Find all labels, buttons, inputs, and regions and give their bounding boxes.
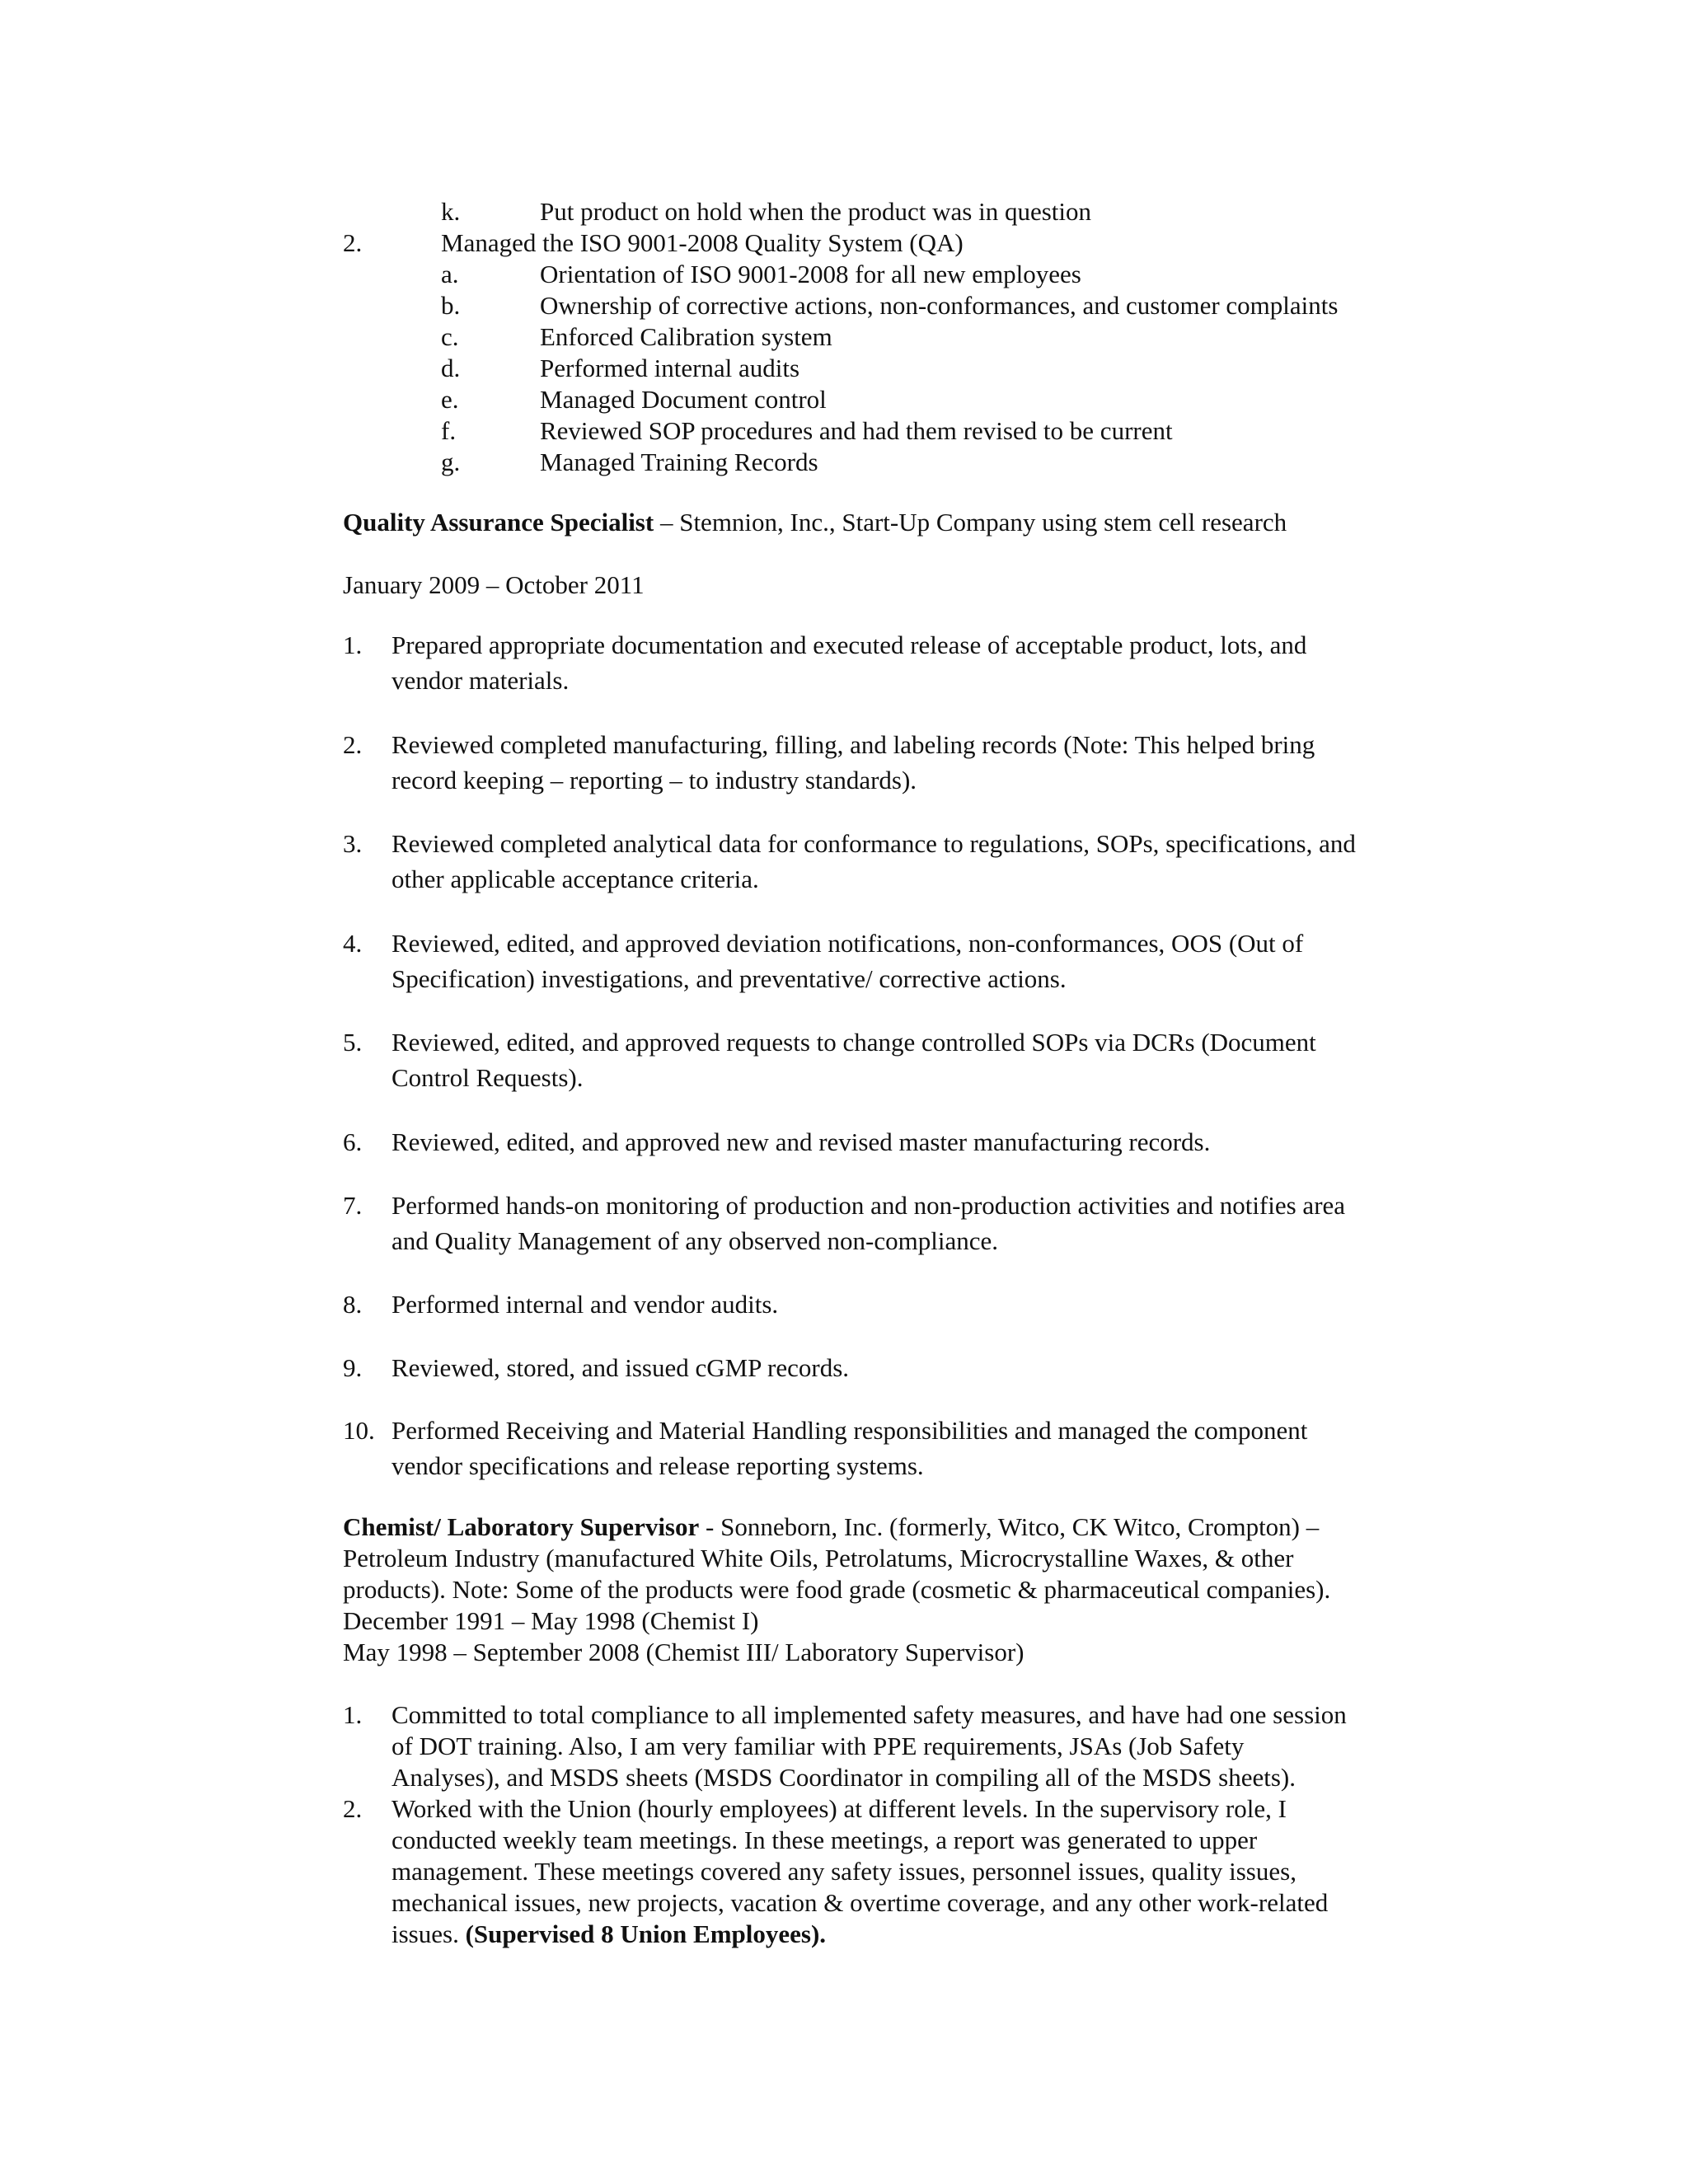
list-item-text: vendor materials. — [392, 666, 570, 695]
list-item-text: Worked with the Union (hourly employees) at different levels. In the supervisory role, I — [392, 1794, 1287, 1823]
supervised-employees-note: (Supervised 8 Union Employees). — [465, 1919, 827, 1948]
list-item-text: Orientation of ISO 9001-2008 for all new employees — [540, 260, 1081, 288]
list-item-text: Put product on hold when the product was in question — [540, 197, 1091, 226]
list-marker: 4. — [343, 929, 363, 958]
job-heading — [343, 507, 1287, 538]
list-item-text: and Quality Management of any observed non-compliance. — [392, 1226, 999, 1255]
list-marker: 8. — [343, 1290, 363, 1319]
job-title: Chemist/ Laboratory Supervisor — [343, 1512, 700, 1541]
list-item-text: Managed Document control — [540, 385, 827, 414]
job-title: Quality Assurance Specialist — [343, 508, 654, 537]
list-item-text: Managed the ISO 9001-2008 Quality System (QA) — [441, 228, 964, 257]
list-item-text: Managed Training Records — [540, 448, 818, 476]
list-marker: 2. — [343, 228, 363, 257]
list-item-text: mechanical issues, new projects, vacation & overtime coverage, and any other work-related — [392, 1888, 1329, 1917]
list-item-text: Ownership of corrective actions, non-conformances, and customer complaints — [540, 291, 1339, 320]
job-dates: January 2009 – October 2011 — [343, 570, 645, 599]
list-item-text: Performed internal audits — [540, 354, 800, 382]
list-item-text: Prepared appropriate documentation and executed release of acceptable product, lots, and — [392, 630, 1307, 659]
list-item-text: of DOT training. Also, I am very familiar with PPE requirements, JSAs (Job Safety — [392, 1732, 1245, 1760]
job-company: – Stemnion, Inc., Start-Up Company using stem cell research — [654, 508, 1287, 537]
list-item-text: Reviewed SOP procedures and had them revised to be current — [540, 416, 1173, 445]
job-description-line: Petroleum Industry (manufactured White Oils, Petrolatums, Microcrystalline Waxes, & other — [343, 1544, 1294, 1572]
list-item-text: Control Requests). — [392, 1063, 584, 1092]
list-item-text: Specification) investigations, and preventative/ corrective actions. — [392, 964, 1067, 993]
list-item-text: Reviewed, edited, and approved requests to change controlled SOPs via DCRs (Document — [392, 1028, 1316, 1057]
job-dates: December 1991 – May 1998 (Chemist I) — [343, 1606, 759, 1635]
list-marker: 2. — [343, 730, 363, 759]
list-item-text: Reviewed completed analytical data for conformance to regulations, SOPs, specifications, and — [392, 829, 1356, 858]
list-item-text: Reviewed, stored, and issued cGMP records. — [392, 1353, 850, 1382]
job-company: - Sonneborn, Inc. (formerly, Witco, CK Witco, Crompton) – — [699, 1512, 1320, 1541]
list-marker: 3. — [343, 829, 363, 858]
list-marker: 9. — [343, 1353, 363, 1382]
list-item-text: Reviewed, edited, and approved deviation notifications, non-conformances, OOS (Out of — [392, 929, 1304, 958]
list-marker: a. — [441, 260, 459, 288]
list-item-text: Committed to total compliance to all implemented safety measures, and have had one session — [392, 1700, 1347, 1729]
list-marker: d. — [441, 354, 461, 382]
list-marker: 10. — [343, 1416, 375, 1445]
list-item-text: Performed Receiving and Material Handling responsibilities and managed the component — [392, 1416, 1308, 1445]
list-marker: f. — [441, 416, 457, 445]
list-item-text: vendor specifications and release reporting systems. — [392, 1451, 924, 1480]
list-item-text: Performed internal and vendor audits. — [392, 1290, 779, 1319]
list-marker: c. — [441, 322, 459, 351]
list-item-text — [392, 1919, 826, 1950]
list-marker: 2. — [343, 1794, 363, 1823]
list-item-text: conducted weekly team meetings. In these meetings, a report was generated to upper — [392, 1825, 1258, 1854]
list-marker: 5. — [343, 1028, 363, 1057]
list-item-text: Analyses), and MSDS sheets (MSDS Coordinator in compiling all of the MSDS sheets). — [392, 1763, 1296, 1792]
list-item-text: Enforced Calibration system — [540, 322, 832, 351]
job-description-line: products). Note: Some of the products were food grade (cosmetic & pharmaceutical companies). — [343, 1575, 1331, 1604]
list-marker: 1. — [343, 630, 363, 659]
list-marker: g. — [441, 448, 461, 476]
job-heading — [343, 1511, 1319, 1543]
list-item-text-prefix: issues. — [392, 1919, 466, 1948]
list-marker: 7. — [343, 1191, 363, 1220]
list-item-text: other applicable acceptance criteria. — [392, 865, 759, 893]
list-item-text: Reviewed completed manufacturing, filling, and labeling records (Note: This helped bring — [392, 730, 1315, 759]
list-item-text: record keeping – reporting – to industry standards). — [392, 766, 917, 794]
list-item-text: Reviewed, edited, and approved new and revised master manufacturing records. — [392, 1127, 1211, 1156]
list-marker: b. — [441, 291, 461, 320]
list-marker: e. — [441, 385, 459, 414]
job-dates: May 1998 – September 2008 (Chemist III/ Laboratory Supervisor) — [343, 1638, 1025, 1666]
list-item-text: Performed hands-on monitoring of production and non-production activities and notifies area — [392, 1191, 1346, 1220]
list-marker: 6. — [343, 1127, 363, 1156]
list-marker: 1. — [343, 1700, 363, 1729]
list-marker: k. — [441, 197, 461, 226]
list-item-text: management. These meetings covered any safety issues, personnel issues, quality issues, — [392, 1857, 1296, 1886]
